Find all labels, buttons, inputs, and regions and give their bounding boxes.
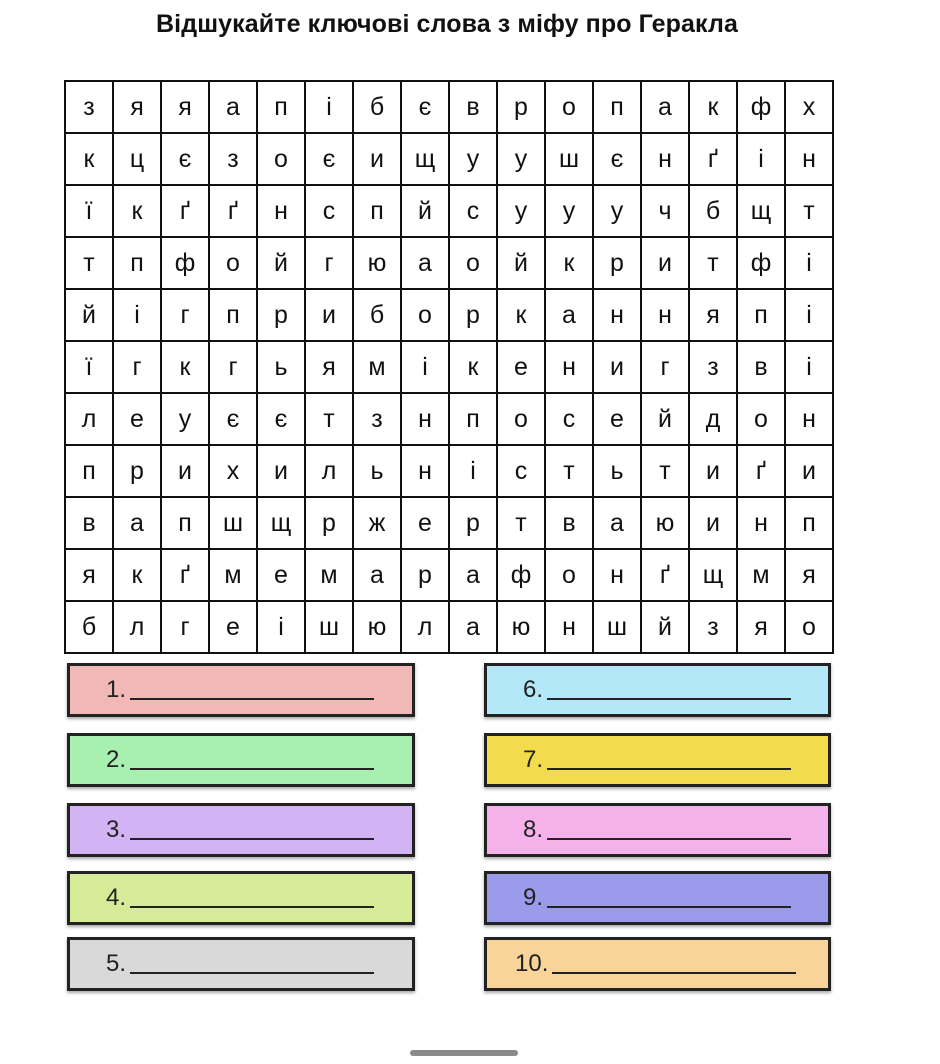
grid-cell[interactable]: а — [450, 602, 498, 654]
grid-cell[interactable]: я — [786, 550, 834, 602]
grid-cell[interactable]: о — [210, 238, 258, 290]
grid-cell[interactable]: о — [402, 290, 450, 342]
grid-cell[interactable]: п — [738, 290, 786, 342]
grid-cell[interactable]: н — [546, 342, 594, 394]
grid-cell[interactable]: т — [546, 446, 594, 498]
answer-blank-line[interactable] — [130, 954, 374, 974]
grid-cell[interactable]: т — [786, 186, 834, 238]
grid-cell[interactable]: г — [306, 238, 354, 290]
grid-cell[interactable]: я — [306, 342, 354, 394]
grid-cell[interactable]: г — [210, 342, 258, 394]
grid-cell[interactable]: о — [258, 134, 306, 186]
grid-cell[interactable]: ч — [642, 186, 690, 238]
grid-cell[interactable]: о — [738, 394, 786, 446]
grid-cell[interactable]: л — [66, 394, 114, 446]
grid-cell[interactable]: р — [114, 446, 162, 498]
grid-cell[interactable]: м — [354, 342, 402, 394]
grid-cell[interactable]: щ — [258, 498, 306, 550]
answer-number: 4. — [106, 884, 127, 911]
grid-cell[interactable]: ь — [594, 446, 642, 498]
answer-number: 9. — [523, 884, 544, 911]
grid-cell[interactable]: щ — [690, 550, 738, 602]
grid-cell[interactable]: щ — [402, 134, 450, 186]
answer-box-9[interactable] — [484, 871, 831, 925]
answer-blank-line[interactable] — [130, 888, 374, 908]
grid-cell[interactable]: е — [114, 394, 162, 446]
grid-cell[interactable]: а — [210, 82, 258, 134]
grid-cell[interactable]: ш — [306, 602, 354, 654]
grid-cell[interactable]: и — [258, 446, 306, 498]
grid-cell[interactable]: ш — [594, 602, 642, 654]
grid-cell[interactable]: ф — [738, 82, 786, 134]
grid-cell[interactable]: м — [306, 550, 354, 602]
grid-cell[interactable]: к — [690, 82, 738, 134]
grid-cell[interactable]: у — [498, 134, 546, 186]
grid-cell[interactable]: х — [786, 82, 834, 134]
scrollbar[interactable] — [410, 1050, 518, 1056]
grid-cell[interactable]: і — [402, 342, 450, 394]
grid-cell[interactable]: ґ — [162, 186, 210, 238]
answer-box-1[interactable] — [67, 663, 415, 717]
grid-cell[interactable]: ц — [114, 134, 162, 186]
grid-cell[interactable]: н — [258, 186, 306, 238]
grid-cell[interactable]: ґ — [642, 550, 690, 602]
grid-cell[interactable]: в — [66, 498, 114, 550]
grid-cell[interactable]: к — [66, 134, 114, 186]
grid-cell[interactable]: н — [594, 290, 642, 342]
grid-cell[interactable]: и — [306, 290, 354, 342]
grid-cell[interactable]: є — [162, 134, 210, 186]
grid-cell[interactable]: и — [162, 446, 210, 498]
grid-cell[interactable]: р — [594, 238, 642, 290]
grid-cell[interactable]: и — [690, 446, 738, 498]
grid-cell[interactable]: є — [258, 394, 306, 446]
answer-blank-line[interactable] — [130, 680, 374, 700]
grid-cell[interactable]: х — [210, 446, 258, 498]
grid-cell[interactable]: ю — [354, 238, 402, 290]
grid-cell[interactable]: ї — [66, 342, 114, 394]
grid-cell[interactable]: п — [210, 290, 258, 342]
grid-cell[interactable]: п — [162, 498, 210, 550]
grid-cell[interactable]: м — [210, 550, 258, 602]
grid-cell[interactable]: й — [498, 238, 546, 290]
grid-cell[interactable]: о — [450, 238, 498, 290]
grid-cell[interactable]: п — [786, 498, 834, 550]
grid-cell[interactable]: к — [114, 550, 162, 602]
grid-cell[interactable]: з — [66, 82, 114, 134]
answer-box-7[interactable] — [484, 733, 831, 787]
grid-cell[interactable]: к — [546, 238, 594, 290]
grid-cell[interactable]: є — [402, 82, 450, 134]
grid-cell[interactable]: у — [498, 186, 546, 238]
grid-cell[interactable]: т — [66, 238, 114, 290]
grid-cell[interactable]: н — [738, 498, 786, 550]
grid-cell[interactable]: є — [210, 394, 258, 446]
grid-cell[interactable]: а — [114, 498, 162, 550]
grid-cell[interactable]: й — [258, 238, 306, 290]
grid-cell[interactable]: н — [402, 394, 450, 446]
grid-cell[interactable]: ґ — [690, 134, 738, 186]
grid-cell[interactable]: д — [690, 394, 738, 446]
grid-cell[interactable]: т — [498, 498, 546, 550]
grid-cell[interactable]: і — [306, 82, 354, 134]
grid-cell[interactable]: о — [498, 394, 546, 446]
grid-cell[interactable]: р — [258, 290, 306, 342]
grid-cell[interactable]: н — [642, 134, 690, 186]
answer-blank-line[interactable] — [130, 820, 374, 840]
grid-cell[interactable]: ґ — [210, 186, 258, 238]
grid-cell[interactable]: е — [402, 498, 450, 550]
grid-cell[interactable]: о — [546, 550, 594, 602]
grid-cell[interactable]: є — [306, 134, 354, 186]
grid-cell[interactable]: а — [402, 238, 450, 290]
grid-cell[interactable]: у — [594, 186, 642, 238]
grid-cell[interactable]: я — [66, 550, 114, 602]
grid-cell[interactable]: й — [66, 290, 114, 342]
grid-cell[interactable]: в — [450, 82, 498, 134]
grid-cell[interactable]: ф — [738, 238, 786, 290]
grid-cell[interactable]: з — [690, 342, 738, 394]
grid-cell[interactable]: й — [642, 394, 690, 446]
answer-blank-line[interactable] — [547, 750, 791, 770]
grid-cell[interactable]: у — [162, 394, 210, 446]
grid-cell[interactable]: и — [786, 446, 834, 498]
grid-cell[interactable]: п — [114, 238, 162, 290]
grid-cell[interactable]: о — [786, 602, 834, 654]
grid-cell[interactable]: к — [114, 186, 162, 238]
grid-cell[interactable]: т — [306, 394, 354, 446]
grid-cell[interactable]: л — [306, 446, 354, 498]
grid-cell[interactable]: г — [162, 290, 210, 342]
grid-cell[interactable]: в — [738, 342, 786, 394]
answer-number: 3. — [106, 816, 127, 843]
grid-cell[interactable]: л — [402, 602, 450, 654]
grid-cell[interactable]: ш — [210, 498, 258, 550]
grid-cell[interactable]: з — [210, 134, 258, 186]
grid-cell[interactable]: н — [546, 602, 594, 654]
grid-cell[interactable]: с — [546, 394, 594, 446]
answer-box-10[interactable] — [484, 937, 831, 991]
grid-cell[interactable]: п — [258, 82, 306, 134]
grid-cell[interactable]: і — [450, 446, 498, 498]
grid-cell[interactable]: а — [354, 550, 402, 602]
answer-number: 1. — [106, 676, 127, 703]
grid-cell[interactable]: і — [786, 342, 834, 394]
grid-cell[interactable]: г — [162, 602, 210, 654]
grid-cell[interactable]: ю — [354, 602, 402, 654]
answer-number: 7. — [523, 746, 544, 773]
answer-blank-line[interactable] — [547, 820, 791, 840]
answer-box-2[interactable] — [67, 733, 415, 787]
grid-cell[interactable]: у — [450, 134, 498, 186]
grid-cell[interactable]: и — [594, 342, 642, 394]
grid-cell[interactable]: о — [546, 82, 594, 134]
grid-cell[interactable]: и — [690, 498, 738, 550]
grid-cell[interactable]: ґ — [162, 550, 210, 602]
grid-cell[interactable]: б — [690, 186, 738, 238]
grid-cell[interactable]: п — [66, 446, 114, 498]
answer-blank-line[interactable] — [130, 750, 374, 770]
grid-cell[interactable]: р — [402, 550, 450, 602]
grid-cell[interactable]: б — [354, 82, 402, 134]
grid-cell[interactable]: р — [498, 82, 546, 134]
grid-cell[interactable]: г — [114, 342, 162, 394]
answer-number: 8. — [523, 816, 544, 843]
grid-cell[interactable]: ь — [258, 342, 306, 394]
grid-cell[interactable]: к — [162, 342, 210, 394]
grid-cell[interactable]: р — [450, 498, 498, 550]
grid-cell[interactable]: г — [642, 342, 690, 394]
answer-box-3[interactable] — [67, 803, 415, 857]
grid-cell[interactable]: я — [162, 82, 210, 134]
grid-cell[interactable]: с — [498, 446, 546, 498]
grid-cell[interactable]: е — [498, 342, 546, 394]
grid-cell[interactable]: й — [642, 602, 690, 654]
grid-cell[interactable]: і — [786, 238, 834, 290]
grid-cell[interactable]: и — [642, 238, 690, 290]
grid-cell[interactable]: а — [642, 82, 690, 134]
answer-box-5[interactable] — [67, 937, 415, 991]
grid-cell[interactable]: н — [594, 550, 642, 602]
grid-cell[interactable]: є — [594, 134, 642, 186]
grid-cell[interactable]: р — [306, 498, 354, 550]
grid-cell[interactable]: е — [258, 550, 306, 602]
grid-cell[interactable]: с — [450, 186, 498, 238]
answer-box-4[interactable] — [67, 871, 415, 925]
grid-cell[interactable]: ш — [546, 134, 594, 186]
word-search-grid — [64, 80, 834, 654]
grid-cell[interactable]: к — [450, 342, 498, 394]
grid-cell[interactable]: я — [114, 82, 162, 134]
grid-cell[interactable]: б — [66, 602, 114, 654]
grid-cell[interactable]: н — [642, 290, 690, 342]
grid-cell[interactable]: у — [546, 186, 594, 238]
grid-cell[interactable]: і — [258, 602, 306, 654]
grid-cell[interactable]: е — [594, 394, 642, 446]
answer-number: 5. — [106, 950, 127, 977]
grid-cell[interactable]: к — [498, 290, 546, 342]
grid-cell[interactable]: ї — [66, 186, 114, 238]
grid-cell[interactable]: и — [354, 134, 402, 186]
grid-cell[interactable]: в — [546, 498, 594, 550]
grid-cell[interactable]: і — [114, 290, 162, 342]
answer-box-8[interactable] — [484, 803, 831, 857]
grid-cell[interactable]: п — [594, 82, 642, 134]
grid-cell[interactable]: т — [642, 446, 690, 498]
grid-cell[interactable]: я — [690, 290, 738, 342]
grid-cell[interactable]: ж — [354, 498, 402, 550]
grid-cell[interactable]: а — [546, 290, 594, 342]
grid-cell[interactable]: н — [402, 446, 450, 498]
grid-cell[interactable]: н — [786, 394, 834, 446]
grid-cell[interactable]: ф — [498, 550, 546, 602]
grid-cell[interactable]: ю — [498, 602, 546, 654]
answer-blank-line[interactable] — [547, 888, 791, 908]
grid-cell[interactable]: з — [354, 394, 402, 446]
grid-cell[interactable]: р — [450, 290, 498, 342]
grid-cell[interactable]: і — [738, 134, 786, 186]
grid-cell[interactable]: ф — [162, 238, 210, 290]
grid-cell[interactable]: ь — [354, 446, 402, 498]
answer-number: 6. — [523, 676, 544, 703]
grid-cell[interactable]: щ — [738, 186, 786, 238]
grid-cell[interactable]: с — [306, 186, 354, 238]
answer-blank-line[interactable] — [547, 680, 791, 700]
answer-number: 2. — [106, 746, 127, 773]
grid-cell[interactable]: ю — [642, 498, 690, 550]
grid-cell[interactable]: е — [210, 602, 258, 654]
grid-cell[interactable]: п — [450, 394, 498, 446]
grid-cell[interactable]: а — [594, 498, 642, 550]
answer-number: 10. — [515, 950, 549, 977]
grid-cell[interactable]: ґ — [738, 446, 786, 498]
grid-cell[interactable]: м — [738, 550, 786, 602]
grid-cell[interactable]: п — [354, 186, 402, 238]
grid-cell[interactable]: й — [402, 186, 450, 238]
answer-blank-line[interactable] — [552, 954, 796, 974]
grid-cell[interactable]: л — [114, 602, 162, 654]
grid-cell[interactable]: т — [690, 238, 738, 290]
answer-box-6[interactable] — [484, 663, 831, 717]
grid-cell[interactable]: і — [786, 290, 834, 342]
page-title: Відшукайте ключові слова з міфу про Геракла — [156, 10, 738, 38]
grid-cell[interactable]: б — [354, 290, 402, 342]
grid-cell[interactable]: я — [738, 602, 786, 654]
grid-cell[interactable]: з — [690, 602, 738, 654]
grid-cell[interactable]: н — [786, 134, 834, 186]
grid-cell[interactable]: а — [450, 550, 498, 602]
